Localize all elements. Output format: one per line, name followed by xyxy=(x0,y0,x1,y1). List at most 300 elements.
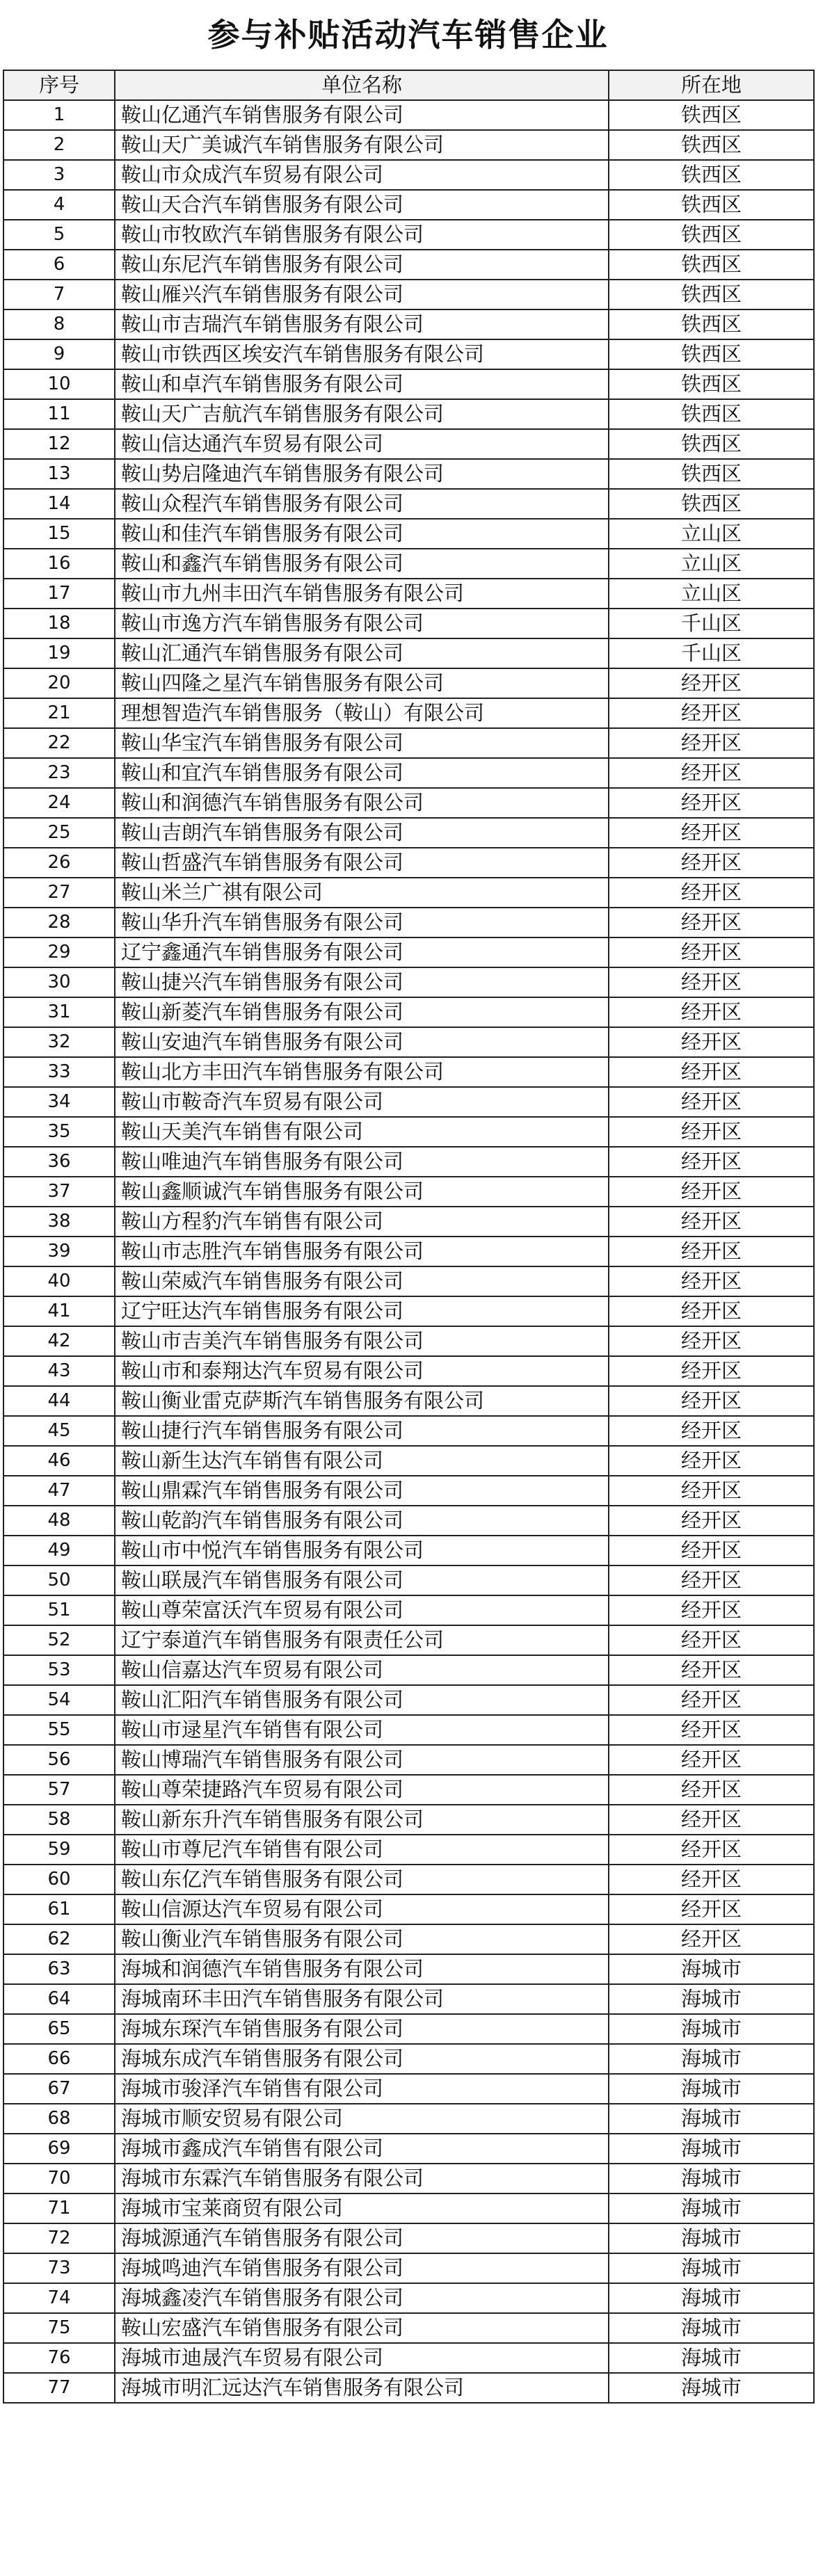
table-row xyxy=(3,788,814,818)
district: 海城市 xyxy=(609,1984,814,2014)
district: 经开区 xyxy=(609,1446,814,1476)
table-row xyxy=(3,2164,814,2193)
district: 铁西区 xyxy=(609,489,814,519)
company-name: 鞍山市牧欧汽车销售服务有限公司 xyxy=(115,220,609,250)
district: 铁西区 xyxy=(609,399,814,429)
district: 经开区 xyxy=(609,1386,814,1416)
district: 海城市 xyxy=(609,2223,814,2253)
company-name: 海城鸣迪汽车销售服务有限公司 xyxy=(115,2253,609,2283)
district: 铁西区 xyxy=(609,369,814,399)
table-row xyxy=(3,250,814,280)
company-name: 海城南环丰田汽车销售服务有限公司 xyxy=(115,1984,609,2014)
district: 立山区 xyxy=(609,579,814,609)
table-row xyxy=(3,1625,814,1655)
company-name: 鞍山汇阳汽车销售服务有限公司 xyxy=(115,1685,609,1715)
district: 海城市 xyxy=(609,2313,814,2343)
row-number: 48 xyxy=(3,1506,115,1536)
district: 经开区 xyxy=(609,1865,814,1894)
row-number: 71 xyxy=(3,2193,115,2223)
row-number: 56 xyxy=(3,1745,115,1775)
company-name: 鞍山市逯星汽车销售有限公司 xyxy=(115,1715,609,1745)
table-row xyxy=(3,1775,814,1805)
table-row xyxy=(3,130,814,160)
district: 经开区 xyxy=(609,728,814,758)
row-number: 57 xyxy=(3,1775,115,1805)
row-number: 73 xyxy=(3,2253,115,2283)
company-name: 鞍山信源达汽车贸易有限公司 xyxy=(115,1894,609,1924)
table-row xyxy=(3,638,814,668)
district: 经开区 xyxy=(609,698,814,728)
row-number: 51 xyxy=(3,1595,115,1625)
table-row xyxy=(3,1177,814,1207)
table-row xyxy=(3,997,814,1027)
row-number: 72 xyxy=(3,2223,115,2253)
row-number: 70 xyxy=(3,2164,115,2193)
company-name: 鞍山北方丰田汽车销售服务有限公司 xyxy=(115,1057,609,1087)
company-name: 鞍山联晟汽车销售服务有限公司 xyxy=(115,1565,609,1595)
table-row xyxy=(3,519,814,549)
row-number: 55 xyxy=(3,1715,115,1745)
table-row xyxy=(3,2283,814,2313)
row-number: 31 xyxy=(3,997,115,1027)
district: 铁西区 xyxy=(609,339,814,369)
company-name: 鞍山势启隆迪汽车销售服务有限公司 xyxy=(115,459,609,489)
district: 海城市 xyxy=(609,2164,814,2193)
district: 铁西区 xyxy=(609,130,814,160)
row-number: 40 xyxy=(3,1266,115,1296)
table-row xyxy=(3,2104,814,2134)
row-number: 18 xyxy=(3,609,115,638)
table-row xyxy=(3,1266,814,1296)
company-name: 鞍山市中悦汽车销售服务有限公司 xyxy=(115,1536,609,1565)
company-name: 鞍山和鑫汽车销售服务有限公司 xyxy=(115,549,609,579)
district: 经开区 xyxy=(609,1087,814,1117)
row-number: 42 xyxy=(3,1326,115,1356)
company-name: 鞍山雁兴汽车销售服务有限公司 xyxy=(115,280,609,309)
company-name: 鞍山天广吉航汽车销售服务有限公司 xyxy=(115,399,609,429)
table-row xyxy=(3,2313,814,2343)
table-row xyxy=(3,818,814,848)
district: 经开区 xyxy=(609,1266,814,1296)
district: 海城市 xyxy=(609,2014,814,2044)
table-row xyxy=(3,2193,814,2223)
company-name: 海城市顺安贸易有限公司 xyxy=(115,2104,609,2134)
row-number: 11 xyxy=(3,399,115,429)
table-row xyxy=(3,609,814,638)
company-name: 鞍山汇通汽车销售服务有限公司 xyxy=(115,638,609,668)
table-row xyxy=(3,160,814,190)
district: 经开区 xyxy=(609,967,814,997)
row-number: 54 xyxy=(3,1685,115,1715)
company-name: 辽宁鑫通汽车销售服务有限公司 xyxy=(115,937,609,967)
company-name: 鞍山东尼汽车销售服务有限公司 xyxy=(115,250,609,280)
table-row xyxy=(3,1117,814,1147)
company-name: 鞍山新东升汽车销售服务有限公司 xyxy=(115,1805,609,1835)
company-name: 鞍山捷行汽车销售服务有限公司 xyxy=(115,1416,609,1446)
row-number: 19 xyxy=(3,638,115,668)
table-row xyxy=(3,1326,814,1356)
company-name: 鞍山尊荣捷路汽车贸易有限公司 xyxy=(115,1775,609,1805)
table-row xyxy=(3,549,814,579)
table-row xyxy=(3,1685,814,1715)
district: 铁西区 xyxy=(609,100,814,130)
company-name: 辽宁旺达汽车销售服务有限公司 xyxy=(115,1296,609,1326)
table-row xyxy=(3,668,814,698)
district: 海城市 xyxy=(609,2134,814,2164)
row-number: 6 xyxy=(3,250,115,280)
company-name: 鞍山乾韵汽车销售服务有限公司 xyxy=(115,1506,609,1536)
company-name: 海城市东霖汽车销售服务有限公司 xyxy=(115,2164,609,2193)
row-number: 47 xyxy=(3,1476,115,1506)
row-number: 46 xyxy=(3,1446,115,1476)
table-row xyxy=(3,1087,814,1117)
row-number: 16 xyxy=(3,549,115,579)
district: 经开区 xyxy=(609,1117,814,1147)
district: 海城市 xyxy=(609,2343,814,2373)
district: 铁西区 xyxy=(609,309,814,339)
district: 铁西区 xyxy=(609,429,814,459)
row-number: 14 xyxy=(3,489,115,519)
table-row xyxy=(3,220,814,250)
district: 经开区 xyxy=(609,818,814,848)
district: 经开区 xyxy=(609,1685,814,1715)
row-number: 60 xyxy=(3,1865,115,1894)
table-row xyxy=(3,2134,814,2164)
table-row xyxy=(3,937,814,967)
table-row xyxy=(3,2014,814,2044)
row-number: 37 xyxy=(3,1177,115,1207)
table-row xyxy=(3,728,814,758)
table-row xyxy=(3,339,814,369)
company-name: 鞍山和卓汽车销售服务有限公司 xyxy=(115,369,609,399)
table-row xyxy=(3,1356,814,1386)
district: 经开区 xyxy=(609,1745,814,1775)
table-row xyxy=(3,1924,814,1954)
company-name: 鞍山哲盛汽车销售服务有限公司 xyxy=(115,848,609,878)
table-row xyxy=(3,2074,814,2104)
company-name: 鞍山东亿汽车销售服务有限公司 xyxy=(115,1865,609,1894)
district: 海城市 xyxy=(609,2373,814,2403)
row-number: 64 xyxy=(3,1984,115,2014)
company-name: 鞍山市和泰翔达汽车贸易有限公司 xyxy=(115,1356,609,1386)
district: 海城市 xyxy=(609,2074,814,2104)
table-row xyxy=(3,698,814,728)
dealer-table xyxy=(3,70,815,2404)
company-name: 鞍山市吉美汽车销售服务有限公司 xyxy=(115,1326,609,1356)
district: 经开区 xyxy=(609,1177,814,1207)
row-number: 7 xyxy=(3,280,115,309)
table-row xyxy=(3,579,814,609)
district: 经开区 xyxy=(609,848,814,878)
column-header-district: 所在地 xyxy=(609,70,814,100)
district: 经开区 xyxy=(609,1924,814,1954)
district: 经开区 xyxy=(609,1237,814,1266)
district: 经开区 xyxy=(609,1565,814,1595)
district: 经开区 xyxy=(609,1027,814,1057)
table-body xyxy=(3,100,814,2403)
company-name: 海城市鑫成汽车销售有限公司 xyxy=(115,2134,609,2164)
row-number: 22 xyxy=(3,728,115,758)
district: 立山区 xyxy=(609,519,814,549)
row-number: 44 xyxy=(3,1386,115,1416)
row-number: 15 xyxy=(3,519,115,549)
company-name: 鞍山鑫顺诚汽车销售服务有限公司 xyxy=(115,1177,609,1207)
table-row xyxy=(3,1715,814,1745)
row-number: 53 xyxy=(3,1655,115,1685)
table-row xyxy=(3,1805,814,1835)
row-number: 28 xyxy=(3,908,115,937)
table-row xyxy=(3,429,814,459)
district: 经开区 xyxy=(609,908,814,937)
table-row xyxy=(3,1057,814,1087)
row-number: 24 xyxy=(3,788,115,818)
company-name: 鞍山吉朗汽车销售服务有限公司 xyxy=(115,818,609,848)
row-number: 26 xyxy=(3,848,115,878)
district: 经开区 xyxy=(609,1147,814,1177)
district: 经开区 xyxy=(609,1805,814,1835)
table-row xyxy=(3,1506,814,1536)
district: 经开区 xyxy=(609,1416,814,1446)
district: 经开区 xyxy=(609,1625,814,1655)
district: 经开区 xyxy=(609,1207,814,1237)
row-number: 2 xyxy=(3,130,115,160)
table-row xyxy=(3,1296,814,1326)
district: 经开区 xyxy=(609,937,814,967)
column-header-company: 单位名称 xyxy=(115,70,609,100)
district: 经开区 xyxy=(609,788,814,818)
table-row xyxy=(3,280,814,309)
district: 铁西区 xyxy=(609,220,814,250)
company-name: 鞍山唯迪汽车销售服务有限公司 xyxy=(115,1147,609,1177)
row-number: 38 xyxy=(3,1207,115,1237)
table-row xyxy=(3,1147,814,1177)
row-number: 45 xyxy=(3,1416,115,1446)
table-row xyxy=(3,1416,814,1446)
company-name: 鞍山市鞍奇汽车贸易有限公司 xyxy=(115,1087,609,1117)
row-number: 75 xyxy=(3,2313,115,2343)
table-row xyxy=(3,2373,814,2403)
district: 千山区 xyxy=(609,638,814,668)
table-row xyxy=(3,399,814,429)
row-number: 29 xyxy=(3,937,115,967)
row-number: 21 xyxy=(3,698,115,728)
table-row xyxy=(3,1984,814,2014)
page-title: 参与补贴活动汽车销售企业 xyxy=(207,16,609,54)
row-number: 27 xyxy=(3,878,115,908)
row-number: 43 xyxy=(3,1356,115,1386)
table-row xyxy=(3,1386,814,1416)
district: 海城市 xyxy=(609,2044,814,2074)
district: 经开区 xyxy=(609,1506,814,1536)
row-number: 20 xyxy=(3,668,115,698)
company-name: 鞍山天美汽车销售有限公司 xyxy=(115,1117,609,1147)
company-name: 鞍山亿通汽车销售服务有限公司 xyxy=(115,100,609,130)
table-row xyxy=(3,1536,814,1565)
table-row xyxy=(3,1207,814,1237)
company-name: 海城东成汽车销售服务有限公司 xyxy=(115,2044,609,2074)
company-name: 鞍山鼎霖汽车销售服务有限公司 xyxy=(115,1476,609,1506)
company-name: 鞍山天合汽车销售服务有限公司 xyxy=(115,190,609,220)
table-row xyxy=(3,1565,814,1595)
district: 海城市 xyxy=(609,1954,814,1984)
row-number: 41 xyxy=(3,1296,115,1326)
district: 经开区 xyxy=(609,1536,814,1565)
table-row xyxy=(3,2253,814,2283)
row-number: 68 xyxy=(3,2104,115,2134)
row-number: 23 xyxy=(3,758,115,788)
company-name: 鞍山和宜汽车销售服务有限公司 xyxy=(115,758,609,788)
row-number: 17 xyxy=(3,579,115,609)
district: 铁西区 xyxy=(609,160,814,190)
table-row xyxy=(3,908,814,937)
row-number: 12 xyxy=(3,429,115,459)
district: 经开区 xyxy=(609,1775,814,1805)
district: 经开区 xyxy=(609,668,814,698)
company-name: 鞍山信达通汽车贸易有限公司 xyxy=(115,429,609,459)
row-number: 1 xyxy=(3,100,115,130)
row-number: 67 xyxy=(3,2074,115,2104)
row-number: 4 xyxy=(3,190,115,220)
table-row xyxy=(3,1446,814,1476)
table-row xyxy=(3,1237,814,1266)
row-number: 3 xyxy=(3,160,115,190)
company-name: 鞍山衡业雷克萨斯汽车销售服务有限公司 xyxy=(115,1386,609,1416)
row-number: 9 xyxy=(3,339,115,369)
table-row xyxy=(3,848,814,878)
district: 铁西区 xyxy=(609,250,814,280)
district: 海城市 xyxy=(609,2193,814,2223)
row-number: 61 xyxy=(3,1894,115,1924)
district: 经开区 xyxy=(609,997,814,1027)
table-row xyxy=(3,758,814,788)
table-row xyxy=(3,369,814,399)
district: 海城市 xyxy=(609,2104,814,2134)
table-row xyxy=(3,1655,814,1685)
district: 千山区 xyxy=(609,609,814,638)
company-name: 海城市宝莱商贸有限公司 xyxy=(115,2193,609,2223)
table-row xyxy=(3,878,814,908)
table-row xyxy=(3,100,814,130)
table-row xyxy=(3,2223,814,2253)
company-name: 鞍山荣威汽车销售服务有限公司 xyxy=(115,1266,609,1296)
district: 铁西区 xyxy=(609,459,814,489)
row-number: 77 xyxy=(3,2373,115,2403)
company-name: 鞍山华升汽车销售服务有限公司 xyxy=(115,908,609,937)
row-number: 62 xyxy=(3,1924,115,1954)
company-name: 鞍山市铁西区埃安汽车销售服务有限公司 xyxy=(115,339,609,369)
company-name: 鞍山宏盛汽车销售服务有限公司 xyxy=(115,2313,609,2343)
company-name: 鞍山市逸方汽车销售服务有限公司 xyxy=(115,609,609,638)
row-number: 30 xyxy=(3,967,115,997)
company-name: 海城市迪晟汽车贸易有限公司 xyxy=(115,2343,609,2373)
company-name: 鞍山市众成汽车贸易有限公司 xyxy=(115,160,609,190)
district: 经开区 xyxy=(609,1326,814,1356)
company-name: 鞍山华宝汽车销售服务有限公司 xyxy=(115,728,609,758)
district: 铁西区 xyxy=(609,280,814,309)
table-row xyxy=(3,967,814,997)
company-name: 鞍山米兰广祺有限公司 xyxy=(115,878,609,908)
row-number: 50 xyxy=(3,1565,115,1595)
row-number: 66 xyxy=(3,2044,115,2074)
company-name: 鞍山尊荣富沃汽车贸易有限公司 xyxy=(115,1595,609,1625)
district: 经开区 xyxy=(609,1894,814,1924)
company-name: 鞍山市九州丰田汽车销售服务有限公司 xyxy=(115,579,609,609)
row-number: 35 xyxy=(3,1117,115,1147)
row-number: 63 xyxy=(3,1954,115,1984)
company-name: 鞍山天广美诚汽车销售服务有限公司 xyxy=(115,130,609,160)
district: 经开区 xyxy=(609,1595,814,1625)
table-row xyxy=(3,2343,814,2373)
company-name: 鞍山和润德汽车销售服务有限公司 xyxy=(115,788,609,818)
table-row xyxy=(3,1027,814,1057)
company-name: 鞍山市吉瑞汽车销售服务有限公司 xyxy=(115,309,609,339)
company-name: 鞍山信嘉达汽车贸易有限公司 xyxy=(115,1655,609,1685)
column-header-number: 序号 xyxy=(3,70,115,100)
company-name: 鞍山安迪汽车销售服务有限公司 xyxy=(115,1027,609,1057)
table-row xyxy=(3,309,814,339)
company-name: 鞍山博瑞汽车销售服务有限公司 xyxy=(115,1745,609,1775)
company-name: 鞍山新菱汽车销售服务有限公司 xyxy=(115,997,609,1027)
row-number: 5 xyxy=(3,220,115,250)
row-number: 74 xyxy=(3,2283,115,2313)
row-number: 69 xyxy=(3,2134,115,2164)
company-name: 鞍山市志胜汽车销售服务有限公司 xyxy=(115,1237,609,1266)
district: 海城市 xyxy=(609,2253,814,2283)
company-name: 鞍山捷兴汽车销售服务有限公司 xyxy=(115,967,609,997)
row-number: 13 xyxy=(3,459,115,489)
company-name: 鞍山四隆之星汽车销售服务有限公司 xyxy=(115,668,609,698)
company-name: 海城市明汇远达汽车销售服务有限公司 xyxy=(115,2373,609,2403)
row-number: 58 xyxy=(3,1805,115,1835)
table-row xyxy=(3,1865,814,1894)
row-number: 32 xyxy=(3,1027,115,1057)
company-name: 鞍山众程汽车销售服务有限公司 xyxy=(115,489,609,519)
header-row xyxy=(3,70,814,100)
district: 经开区 xyxy=(609,1835,814,1865)
row-number: 39 xyxy=(3,1237,115,1266)
district: 海城市 xyxy=(609,2283,814,2313)
row-number: 10 xyxy=(3,369,115,399)
table-row xyxy=(3,2044,814,2074)
district: 经开区 xyxy=(609,1296,814,1326)
company-name: 海城东琛汽车销售服务有限公司 xyxy=(115,2014,609,2044)
row-number: 34 xyxy=(3,1087,115,1117)
company-name: 海城市骏泽汽车销售有限公司 xyxy=(115,2074,609,2104)
district: 经开区 xyxy=(609,1057,814,1087)
district: 经开区 xyxy=(609,1655,814,1685)
row-number: 8 xyxy=(3,309,115,339)
district: 立山区 xyxy=(609,549,814,579)
company-name: 鞍山和佳汽车销售服务有限公司 xyxy=(115,519,609,549)
table-row xyxy=(3,1894,814,1924)
company-name: 海城鑫凌汽车销售服务有限公司 xyxy=(115,2283,609,2313)
district: 经开区 xyxy=(609,1715,814,1745)
row-number: 59 xyxy=(3,1835,115,1865)
row-number: 25 xyxy=(3,818,115,848)
company-name: 辽宁泰道汽车销售服务有限责任公司 xyxy=(115,1625,609,1655)
table-row xyxy=(3,1476,814,1506)
document-sheet xyxy=(3,0,813,2404)
row-number: 76 xyxy=(3,2343,115,2373)
row-number: 36 xyxy=(3,1147,115,1177)
table-row xyxy=(3,1745,814,1775)
table-row xyxy=(3,1835,814,1865)
company-name: 海城和润德汽车销售服务有限公司 xyxy=(115,1954,609,1984)
company-name: 海城源通汽车销售服务有限公司 xyxy=(115,2223,609,2253)
company-name: 理想智造汽车销售服务（鞍山）有限公司 xyxy=(115,698,609,728)
table-row xyxy=(3,1954,814,1984)
company-name: 鞍山衡业汽车销售服务有限公司 xyxy=(115,1924,609,1954)
